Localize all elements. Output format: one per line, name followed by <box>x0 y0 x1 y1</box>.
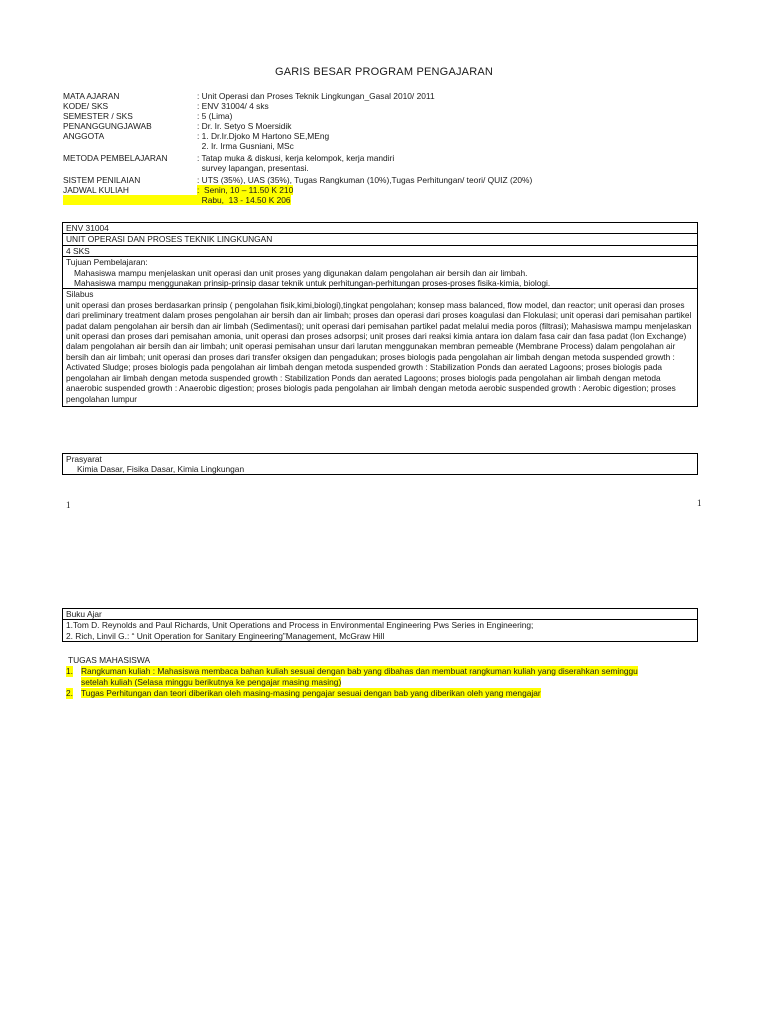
buku-ajar-ref-2: 2. Rich, Linvil G.: “ Unit Operation for Sanitary Engineering”Management, McGraw Hill <box>66 630 385 641</box>
tugas-item-2-number: 2. <box>66 688 73 698</box>
info-label-metoda: METODA PEMBELAJARAN <box>63 153 168 163</box>
info-value-metoda-1: : Tatap muka & diskusi, kerja kelompok, kerja mandiri <box>197 153 395 163</box>
info-value-anggota-2: 2. Ir. Irma Gusniani, MSc <box>197 141 294 151</box>
info-label-penilaian: SISTEM PENILAIAN <box>63 175 141 185</box>
info-label-kode-sks: KODE/ SKS <box>63 101 109 111</box>
info-label-anggota: ANGGOTA <box>63 131 105 141</box>
silabus-text: unit operasi dan proses berdasarkan prinsip ( pengolahan fisik,kimi,biologi),tingkat pengolahan; konsep mass balanced, flow model, dan reactor; unit operasi dan proses dari preliminary treatment dalam proses pengolahan air bersih dan air limbah; proses dan operasi dari proses koagulasi dan Flokulasi; unit operasi dari pemisahan partikel padat dalam pengolahan air bersih dan air limbah (Sedimentasi); unit operasi dari pemisahan partikel padat melalui media poros (filtrasi); Mahasiswa mampu menjelaskan unit operasi dan proses dari pemisahan amonia, unit operasi dan proses adsorpsi; unit proses dari reaksi kimia antara ion dalam fasa cair dan fasa padat (Ion Exchange) dalam pengolahan air bersih dan air limbah; unit operasi pemisahan unsur dari larutan menggunakan membran pemeable (Membrane Process) dalam pengolahan air bersih dan air limbah; unit operasi dan proses dari transfer oksigen dan pengadukan; proses biologis pada pengolahan air limbah dengan metoda suspended growth : Activated Sludge; proses biologis pada pengolahan air limbah dengan metoda suspended growth : Stabilization Ponds dan aerated Lagoons; proses biologis pada pengolahan air limbah dengan metoda suspended growth : Stabilization Ponds dan aerated Lagoons; proses biologis pada pengolahan air limbah dengan metoda anaerobic suspended growth : Anaerobic digestion; proses biologis pada pengolahan air limbah dengan metoda aerobic suspended growth : Aerobic digestion; proses pengolahan lumpur <box>66 299 692 404</box>
course-sks: 4 SKS <box>63 245 697 256</box>
tugas-item-2 <box>66 688 716 700</box>
silabus-section <box>63 288 697 405</box>
page-number-right: 1 <box>697 498 702 508</box>
info-value-kode-sks: : ENV 31004/ 4 sks <box>197 101 269 111</box>
prasyarat-label: Prasyarat <box>66 454 102 464</box>
info-value-jadwal-1: : Senin, 10 – 11.50 K 210 <box>197 185 294 195</box>
info-value-semester: : 5 (Lima) <box>197 111 233 121</box>
info-value-metoda-2: survey lapangan, presentasi. <box>197 163 309 173</box>
page-number-left: 1 <box>66 500 71 510</box>
tugas-item-1-line-2: setelah kuliah (Selasa minggu berikutnya ke pengajar masing masing) <box>81 677 342 687</box>
tujuan-label: Tujuan Pembelajaran: <box>66 257 148 268</box>
tugas-item-1-number: 1. <box>66 666 73 676</box>
info-label-jadwal: JADWAL KULIAH <box>63 185 129 195</box>
info-value-jadwal-2: Rabu, 13 - 14.50 K 206 <box>197 195 291 205</box>
tugas-item-1-body <box>81 666 721 688</box>
prasyarat-value: Kimia Dasar, Fisika Dasar, Kimia Lingkungan <box>77 464 245 475</box>
page-title: GARIS BESAR PROGRAM PENGAJARAN <box>274 66 494 78</box>
course-name: UNIT OPERASI DAN PROSES TEKNIK LINGKUNGAN <box>63 233 697 244</box>
course-description-box <box>62 222 698 407</box>
info-label-mata-ajaran: MATA AJARAN <box>63 91 120 101</box>
info-label-semester: SEMESTER / SKS <box>63 111 133 121</box>
tugas-title: TUGAS MAHASISWA <box>68 655 151 665</box>
tugas-item-1 <box>66 666 716 688</box>
info-value-mata-ajaran: : Unit Operasi dan Proses Teknik Lingkungan_Gasal 2010/ 2011 <box>197 91 435 101</box>
tugas-item-2-line-1: Tugas Perhitungan dan teori diberikan oleh masing-masing pengajar sesuai dengan bab yang diberikan oleh yang mengajar <box>81 688 541 698</box>
info-value-anggota-1: : 1. Dr.Ir.Djoko M Hartono SE,MEng <box>197 131 330 141</box>
info-value-penilaian: : UTS (35%), UAS (35%), Tugas Rangkuman (10%),Tugas Perhitungan/ teori/ QUIZ (20%) <box>197 175 533 185</box>
prasyarat-box <box>62 453 698 475</box>
buku-ajar-box <box>62 608 698 642</box>
info-value-penanggungjawab: : Dr. Ir. Setyo S Moersidik <box>197 121 292 131</box>
tugas-item-2-body <box>81 688 721 699</box>
buku-ajar-ref-1: 1.Tom D. Reynolds and Paul Richards, Unit Operations and Process in Environmental Engineering Pws Series in Engineering; <box>63 619 697 630</box>
tujuan-item-1: Mahasiswa mampu menjelaskan unit operasi dan unit proses yang digunakan dalam pengolahan air bersih dan air limbah. <box>74 267 528 278</box>
course-info <box>0 91 768 211</box>
tujuan-section <box>63 256 697 288</box>
tujuan-item-2: Mahasiswa mampu menggunakan prinsip-prinsip dasar teknik untuk perhitungan-perhitungan proses-proses fisika-kimia, biologi. <box>74 278 551 289</box>
info-label-penanggungjawab: PENANGGUNGJAWAB <box>63 121 152 131</box>
silabus-label: Silabus <box>66 289 94 300</box>
buku-ajar-label: Buku Ajar <box>66 609 102 619</box>
course-code: ENV 31004 <box>66 223 109 233</box>
tugas-item-1-line-1: Rangkuman kuliah : Mahasiswa membaca bahan kuliah sesuai dengan bab yang dibahas dan membuat rangkuman kuliah yang diserahkan seminggu <box>81 666 638 676</box>
